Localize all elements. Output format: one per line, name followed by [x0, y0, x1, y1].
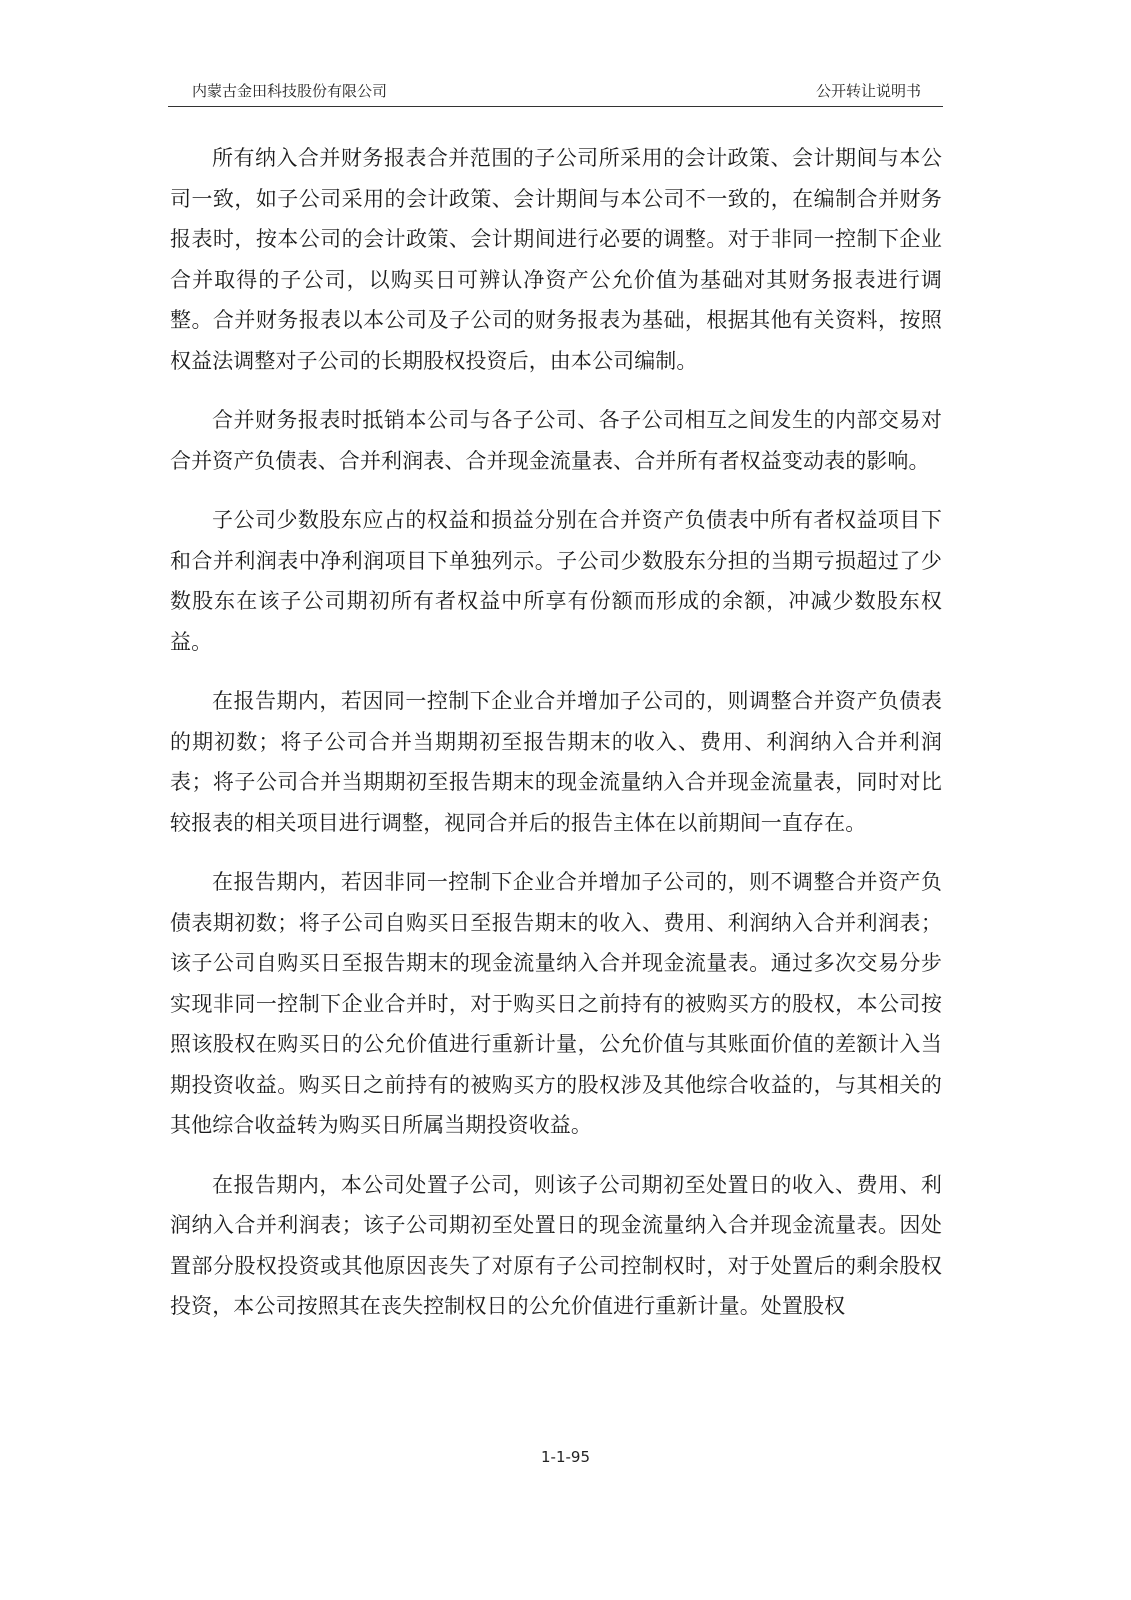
page-footer — [0, 1448, 1131, 1466]
header-document-title: 公开转让说明书 — [815, 82, 921, 100]
paragraph-3: 子公司少数股东应占的权益和损益分别在合并资产负债表中所有者权益项目下和合并利润表中净利润项目下单独列示。子公司少数股东分担的当期亏损超过了少数股东在该子公司期初所有者权益中所享有份额而形成的余额，冲减少数股东权益。 — [170, 508, 942, 654]
page-header — [168, 76, 943, 107]
header-company-name: 内蒙古金田科技股份有限公司 — [192, 82, 388, 100]
paragraph-6: 在报告期内，本公司处置子公司，则该子公司期初至处置日的收入、费用、利润纳入合并利润表；该子公司期初至处置日的现金流量纳入合并现金流量表。因处置部分股权投资或其他原因丧失了对原有子公司控制权时，对于处置后的剩余股权投资，本公司按照其在丧失控制权日的公允价值进行重新计量。处置股权 — [170, 1172, 942, 1318]
paragraph-1: 所有纳入合并财务报表合并范围的子公司所采用的会计政策、会计期间与本公司一致，如子公司采用的会计政策、会计期间与本公司不一致的，在编制合并财务报表时，按本公司的会计政策、会计期间进行必要的调整。对于非同一控制下企业合并取得的子公司，以购买日可辨认净资产公允价值为基础对其财务报表进行调整。合并财务报表以本公司及子公司的财务报表为基础，根据其他有关资料，按照权益法调整对子公司的长期股权投资后，由本公司编制。 — [170, 146, 942, 373]
paragraph-5: 在报告期内，若因非同一控制下企业合并增加子公司的，则不调整合并资产负债表期初数；将子公司自购买日至报告期末的收入、费用、利润纳入合并利润表；该子公司自购买日至报告期末的现金流量纳入合并现金流量表。通过多次交易分步实现非同一控制下企业合并时，对于购买日之前持有的被购买方的股权，本公司按照该股权在购买日的公允价值进行重新计量，公允价值与其账面价值的差额计入当期投资收益。购买日之前持有的被购买方的股权涉及其他综合收益的，与其相关的其他综合收益转为购买日所属当期投资收益。 — [170, 870, 942, 1137]
paragraph-4: 在报告期内，若因同一控制下企业合并增加子公司的，则调整合并资产负债表的期初数；将子公司合并当期期初至报告期末的收入、费用、利润纳入合并利润表；将子公司合并当期期初至报告期末的现金流量纳入合并现金流量表，同时对比较报表的相关项目进行调整，视同合并后的报告主体在以前期间一直存在。 — [170, 689, 942, 835]
page-number: 1-1-95 — [541, 1448, 590, 1466]
paragraph-2: 合并财务报表时抵销本公司与各子公司、各子公司相互之间发生的内部交易对合并资产负债表、合并利润表、合并现金流量表、合并所有者权益变动表的影响。 — [170, 408, 942, 473]
body-text — [170, 138, 942, 1346]
